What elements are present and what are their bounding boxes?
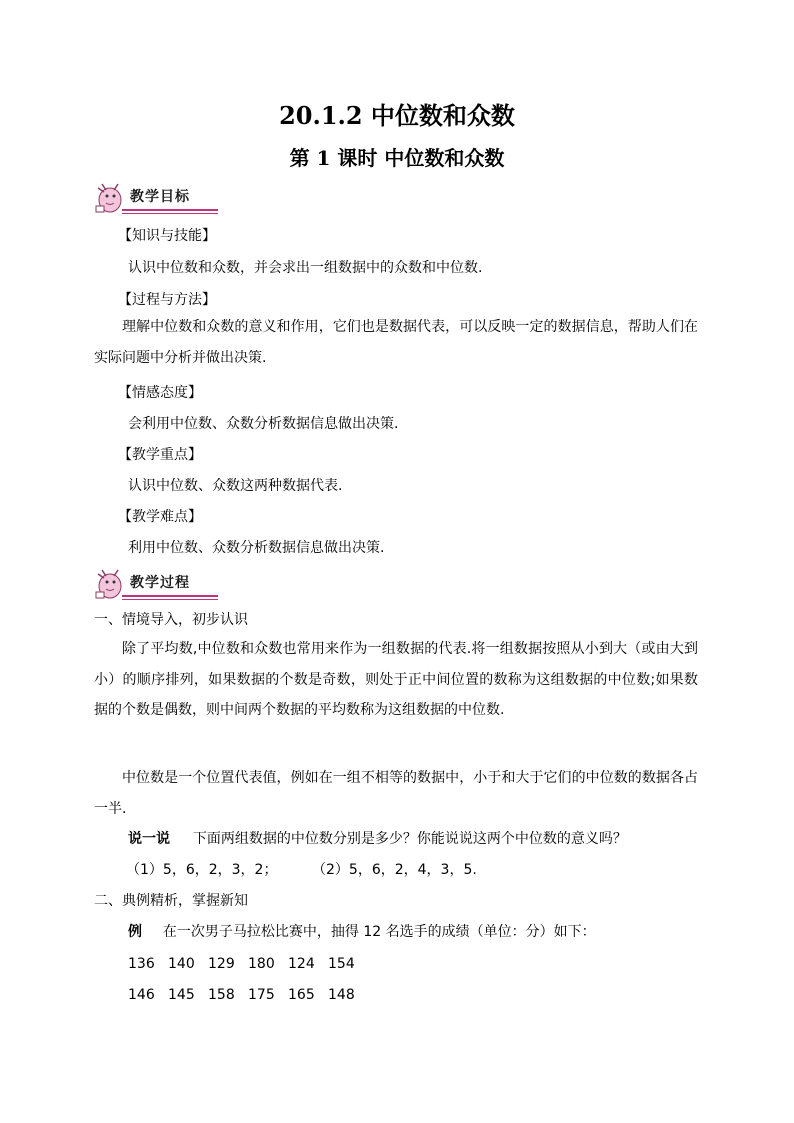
example-label: 例 [128,924,142,940]
header-underline [122,209,218,211]
data-set-2: （2）5，6，2，4，3，5. [312,862,477,878]
key-text: 认识中位数、众数这两种数据代表. [128,478,343,494]
say-text: 下面两组数据的中位数分别是多少？你能说说这两个中位数的意义吗？ [192,831,627,847]
example-line [128,922,596,942]
process-text: 理解中位数和众数的意义和作用，它们也是数据代表，可以反映一定的数据信息，帮助人们在实际问题中分析并做出决策. [94,319,698,366]
key-heading: 【教学重点】 [118,447,202,463]
header-underline-thin [122,213,218,214]
score-value: 158 [208,987,235,1003]
score-value: 124 [288,956,315,972]
score-value: 148 [328,987,355,1003]
part1-paragraph-2: 中位数是一个位置代表值，例如在一组不相等的数据中，小于和大于它们的中位数的数据各占一半. [94,770,698,817]
score-value: 175 [248,987,275,1003]
page-subtitle: 第 1 课时 中位数和众数 [289,146,505,170]
part1-paragraph-1: 除了平均数,中位数和众数也常用来作为一组数据的代表.将一组数据按照从小到大（或由大到小）的顺序排列，如果数据的个数是奇数，则处于正中间位置的数称为这组数据的中位数;如果数据的个数是偶数，则中间两个数据的平均数称为这组数据的中位数. [94,641,698,718]
header-underline [122,595,218,597]
score-value: 165 [288,987,315,1003]
score-value: 146 [128,987,155,1003]
part1-heading: 一、情境导入，初步认识 [94,612,248,628]
score-value: 129 [208,956,235,972]
difficulty-text: 利用中位数、众数分析数据信息做出决策. [128,540,385,556]
say-label: 说一说 [128,831,170,847]
knowledge-heading: 【知识与技能】 [118,228,216,244]
score-row-1 [128,954,368,974]
score-row-2 [128,985,368,1005]
difficulty-heading: 【教学难点】 [118,509,202,525]
process-section-header [92,566,218,600]
score-value: 180 [248,956,275,972]
part2-heading: 二、典例精析，掌握新知 [94,893,248,909]
emotion-heading: 【情感态度】 [118,385,202,401]
score-value: 140 [168,956,195,972]
data-set-1: （1）5，6，2，3，2； [126,862,278,878]
example-text: 在一次男子马拉松比赛中，抽得 12 名选手的成绩（单位：分）如下： [162,924,596,940]
page-title: 20.1.2 中位数和众数 [279,101,515,130]
score-value: 145 [168,987,195,1003]
process-label: 教学过程 [130,575,190,591]
say-prompt [128,829,627,849]
score-value: 136 [128,956,155,972]
header-underline-thin [122,599,218,600]
process-heading: 【过程与方法】 [118,292,216,308]
objectives-section-header [92,180,218,214]
score-value: 154 [328,956,355,972]
knowledge-text: 认识中位数和众数，并会求出一组数据中的众数和中位数. [128,260,483,276]
emotion-text: 会利用中位数、众数分析数据信息做出决策. [128,416,399,432]
objectives-label: 教学目标 [130,189,190,205]
